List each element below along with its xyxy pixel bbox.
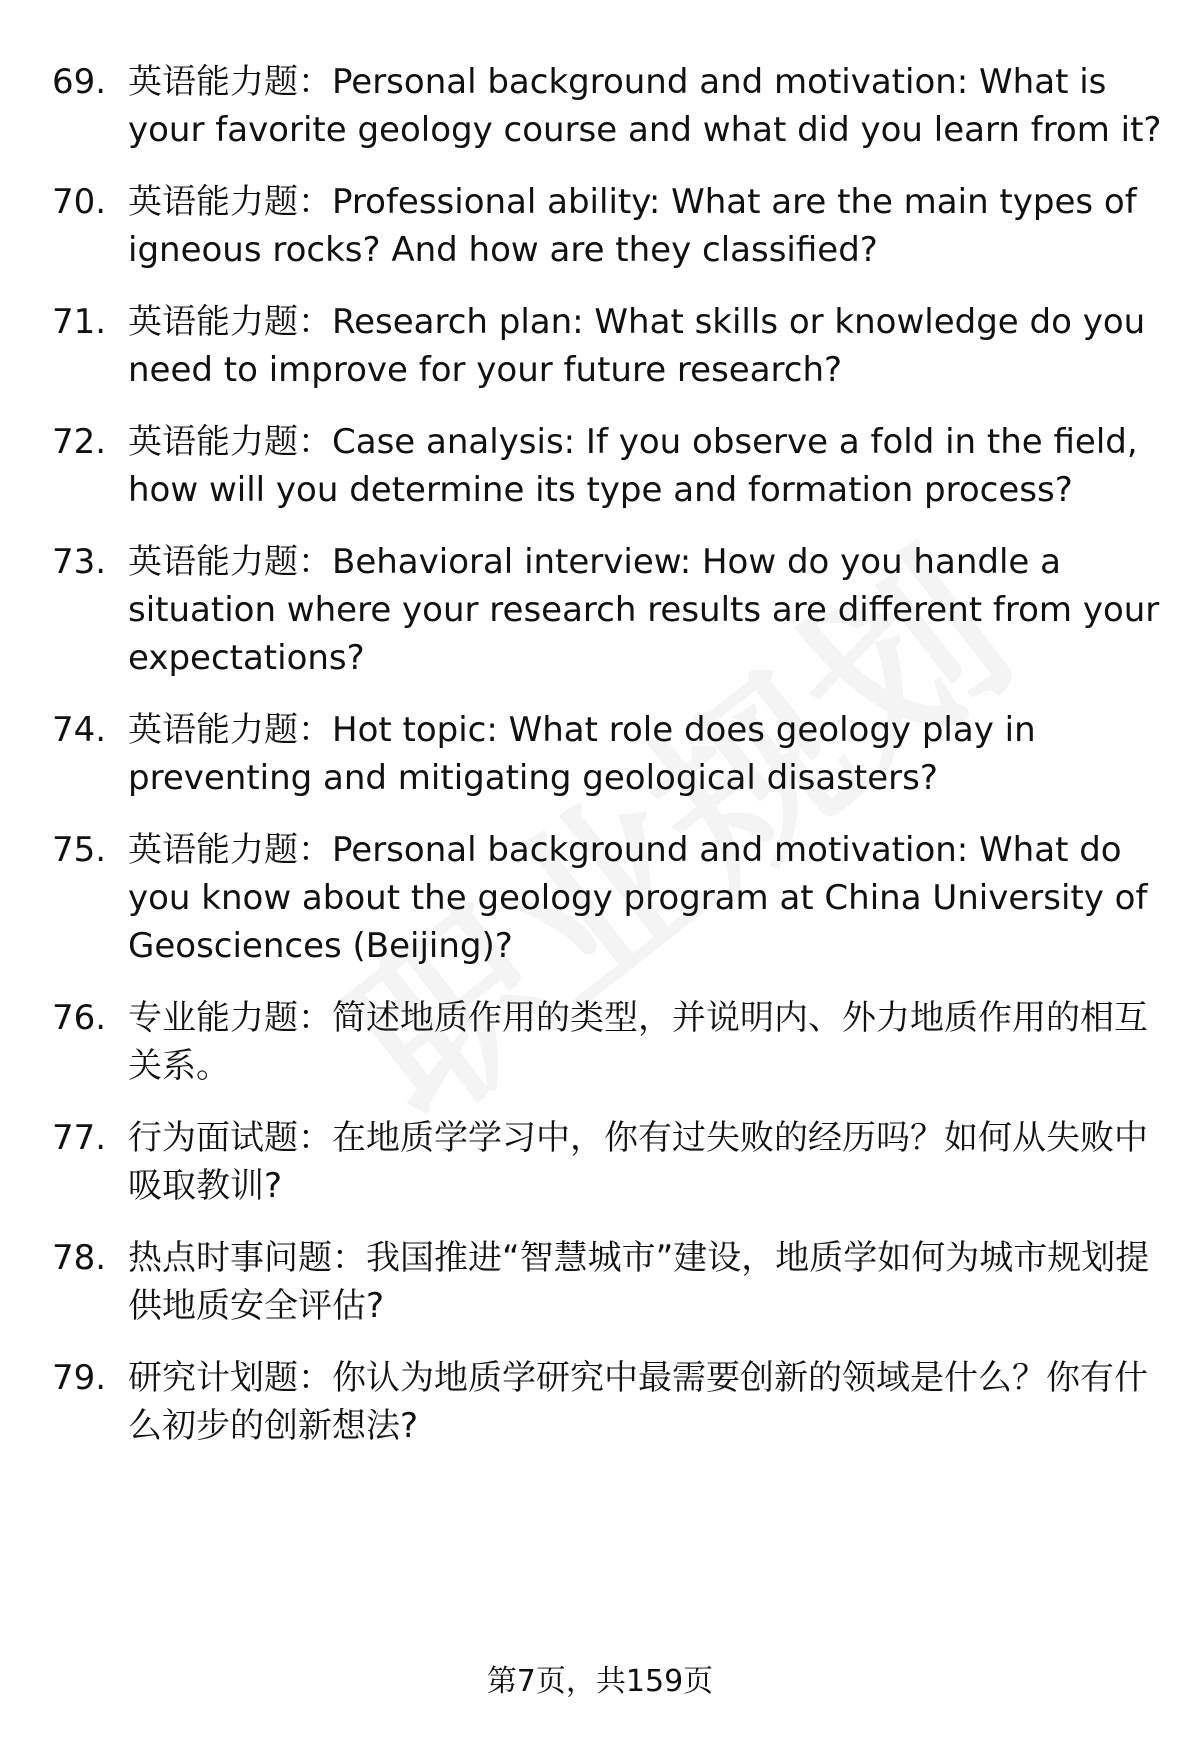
- question-text: 热点时事问题：我国推进“智慧城市”建设，地质学如何为城市规划提供地质安全评估?: [128, 1238, 1150, 1326]
- question-text: 英语能力题：Behavioral interview: How do you handle a situation where your research results are different from your expectations?: [128, 542, 1160, 678]
- question-item: [52, 826, 1162, 970]
- question-number: 77.: [52, 1118, 107, 1158]
- question-text: 研究计划题：你认为地质学研究中最需要创新的领域是什么？你有什么初步的创新想法?: [128, 1358, 1148, 1446]
- question-number: 78.: [52, 1238, 107, 1278]
- question-item: [52, 178, 1162, 274]
- question-number: 73.: [52, 542, 107, 582]
- question-text: 英语能力题：Professional ability: What are the main types of igneous rocks? And how are they classified?: [128, 182, 1137, 270]
- question-item: [52, 538, 1162, 682]
- question-text: 英语能力题：Case analysis: If you observe a fold in the field, how will you determine its type and formation process?: [128, 422, 1138, 510]
- question-item: [52, 1354, 1162, 1450]
- question-text: 英语能力题：Research plan: What skills or knowledge do you need to improve for your future research?: [128, 302, 1146, 390]
- question-number: 70.: [52, 182, 107, 222]
- question-number: 69.: [52, 62, 107, 102]
- question-number: 72.: [52, 422, 107, 462]
- question-item: [52, 1114, 1162, 1210]
- question-text: 行为面试题：在地质学学习中，你有过失败的经历吗？如何从失败中吸取教训?: [128, 1118, 1148, 1206]
- question-number: 74.: [52, 710, 107, 750]
- question-item: [52, 706, 1162, 802]
- question-item: [52, 994, 1162, 1090]
- question-number: 76.: [52, 998, 107, 1038]
- question-text: 英语能力题：Personal background and motivation: What do you know about the geology program at China University of Geosciences (Beijing)?: [128, 830, 1148, 966]
- question-text: 英语能力题：Hot topic: What role does geology play in preventing and mitigating geological disasters?: [128, 710, 1036, 798]
- question-number: 75.: [52, 830, 107, 870]
- question-number: 71.: [52, 302, 107, 342]
- question-number: 79.: [52, 1358, 107, 1398]
- question-text: 专业能力题：简述地质作用的类型，并说明内、外力地质作用的相互关系。: [128, 998, 1148, 1086]
- question-item: [52, 298, 1162, 394]
- question-item: [52, 1234, 1162, 1330]
- question-item: [52, 58, 1162, 154]
- question-text: 英语能力题：Personal background and motivation: What is your favorite geology course and what did you learn from it?: [128, 62, 1162, 150]
- question-list: [52, 58, 1162, 1474]
- page-footer: 第7页，共159页: [486, 1664, 714, 1699]
- question-item: [52, 418, 1162, 514]
